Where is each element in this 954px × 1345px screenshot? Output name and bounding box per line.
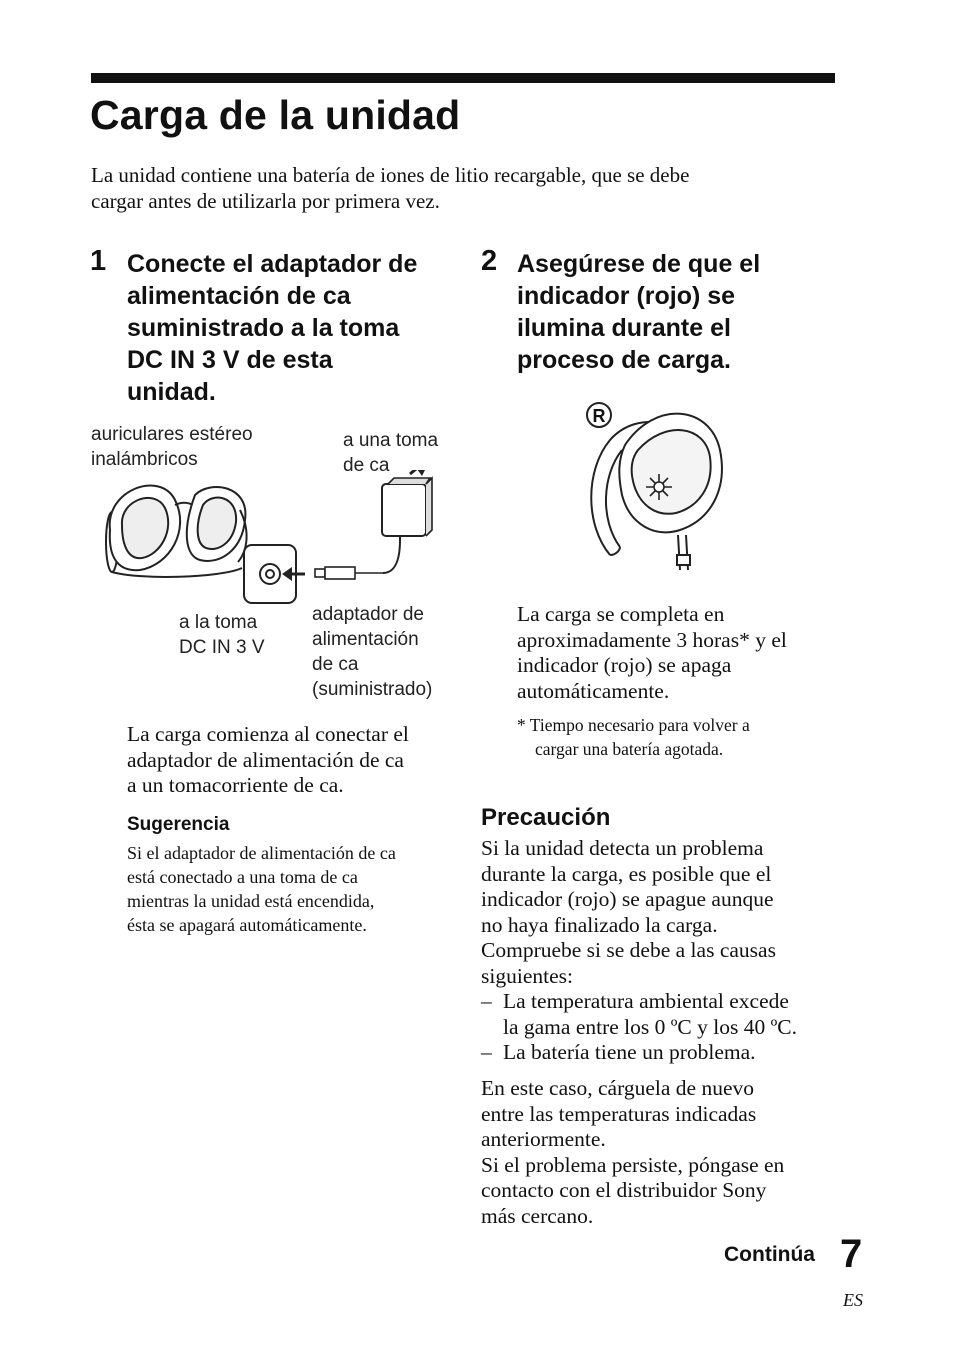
body-line: aproximadamente 3 horas* y el: [517, 627, 787, 652]
r-marker-text: R: [592, 406, 606, 426]
instruction-line: ilumina durante el: [517, 314, 731, 342]
caution-line: contacto con el distribuidor Sony: [481, 1178, 767, 1202]
label-line: auriculares estéreo: [91, 424, 253, 445]
label-line: de ca: [343, 455, 390, 476]
instruction-line: indicador (rojo) se: [517, 282, 736, 310]
tip-line: mientras la unidad está encendida,: [127, 891, 375, 911]
tip-text: [127, 841, 396, 937]
instruction-line: unidad.: [127, 378, 216, 406]
body-line: La carga se completa en: [517, 602, 725, 626]
tip-line: ésta se apagará automáticamente.: [127, 915, 367, 935]
caution-line: siguientes:: [481, 963, 573, 988]
footnote-line: * Tiempo necesario para volver a: [517, 715, 750, 735]
ac-adapter-icon: [382, 470, 432, 536]
caution-bullet: [481, 989, 797, 1040]
instruction-line: DC IN 3 V de esta: [127, 346, 333, 374]
instruction-line: alimentación de ca: [127, 282, 351, 310]
label-line: a una toma: [343, 430, 439, 451]
intro-paragraph: [91, 162, 811, 214]
label-line: alimentación: [312, 629, 419, 650]
label-headphones: [91, 422, 253, 472]
caution-text: [481, 836, 797, 1066]
caution-line: entre las temperaturas indicadas: [481, 1101, 757, 1126]
body-line: automáticamente.: [517, 678, 670, 703]
step-1-number: 1: [90, 245, 107, 277]
label-line: DC IN 3 V: [179, 637, 265, 658]
bullet-line: La batería tiene un problema.: [503, 1040, 756, 1064]
footnote-line: cargar una batería agotada.: [535, 739, 724, 759]
body-line: indicador (rojo) se apaga: [517, 653, 732, 677]
headphones-illustration: [106, 486, 247, 577]
top-rule: [91, 73, 835, 83]
label-line: de ca: [312, 654, 359, 675]
label-line: a la toma: [179, 612, 258, 633]
bullet-line: la gama entre los 0 ºC y los 40 ºC.: [503, 1014, 797, 1039]
earpiece-illustration: [580, 395, 730, 585]
caution-line: En este caso, cárguela de nuevo: [481, 1076, 755, 1100]
dash-marker: –: [481, 1040, 492, 1064]
intro-line: cargar antes de utilizarla por primera vez.: [91, 189, 440, 213]
instruction-line: proceso de carga.: [517, 346, 731, 374]
caution-line: Compruebe si se debe a las causas: [481, 938, 776, 962]
step-2-body: [517, 602, 787, 704]
instruction-line: Conecte el adaptador de: [127, 250, 418, 278]
label-line: adaptador de: [312, 604, 424, 625]
plug-icon: [315, 567, 385, 579]
instruction-line: suministrado a la toma: [127, 314, 400, 342]
label-line: inalámbricos: [91, 449, 198, 470]
caution-line: no haya finalizado la carga.: [481, 912, 718, 937]
caution-line: anteriormente.: [481, 1127, 606, 1151]
page-number: 7: [840, 1232, 863, 1276]
step-1-body: [127, 722, 409, 799]
tip-line: está conectado a una toma de ca: [127, 867, 358, 887]
step-2-number: 2: [481, 245, 498, 277]
step-2-instruction: [517, 248, 760, 376]
label-adapter: [312, 602, 432, 702]
tip-heading: Sugerencia: [127, 814, 230, 835]
caution-line: durante la carga, es posible que el: [481, 861, 772, 886]
instruction-line: Asegúrese de que el: [517, 250, 761, 278]
intro-line: La unidad contiene una batería de iones de litio recargable, que se debe: [91, 163, 690, 187]
label-dc-jack: [179, 610, 265, 660]
bullet-line: La temperatura ambiental excede: [503, 989, 789, 1013]
caution-line: Si el problema persiste, póngase en: [481, 1152, 785, 1177]
footnote: [517, 713, 750, 761]
caution-line: Si la unidad detecta un problema: [481, 836, 764, 860]
caution-heading: Precaución: [481, 804, 611, 831]
body-line: a un tomacorriente de ca.: [127, 773, 344, 797]
label-line: (suministrado): [312, 679, 433, 700]
body-line: La carga comienza al conectar el: [127, 722, 409, 746]
caution-followup: [481, 1076, 784, 1229]
tip-line: Si el adaptador de alimentación de ca: [127, 843, 396, 863]
language-code: ES: [843, 1290, 863, 1310]
caution-line: más cercano.: [481, 1203, 594, 1228]
connection-illustration: [100, 470, 470, 610]
body-line: adaptador de alimentación de ca: [127, 747, 404, 772]
caution-line: indicador (rojo) se apague aunque: [481, 887, 774, 911]
page-title: Carga de la unidad: [90, 92, 461, 138]
caution-bullet: [481, 1040, 797, 1066]
step-1-instruction: [127, 248, 417, 408]
dash-marker: –: [481, 989, 492, 1013]
continue-label: Continúa: [724, 1243, 815, 1266]
